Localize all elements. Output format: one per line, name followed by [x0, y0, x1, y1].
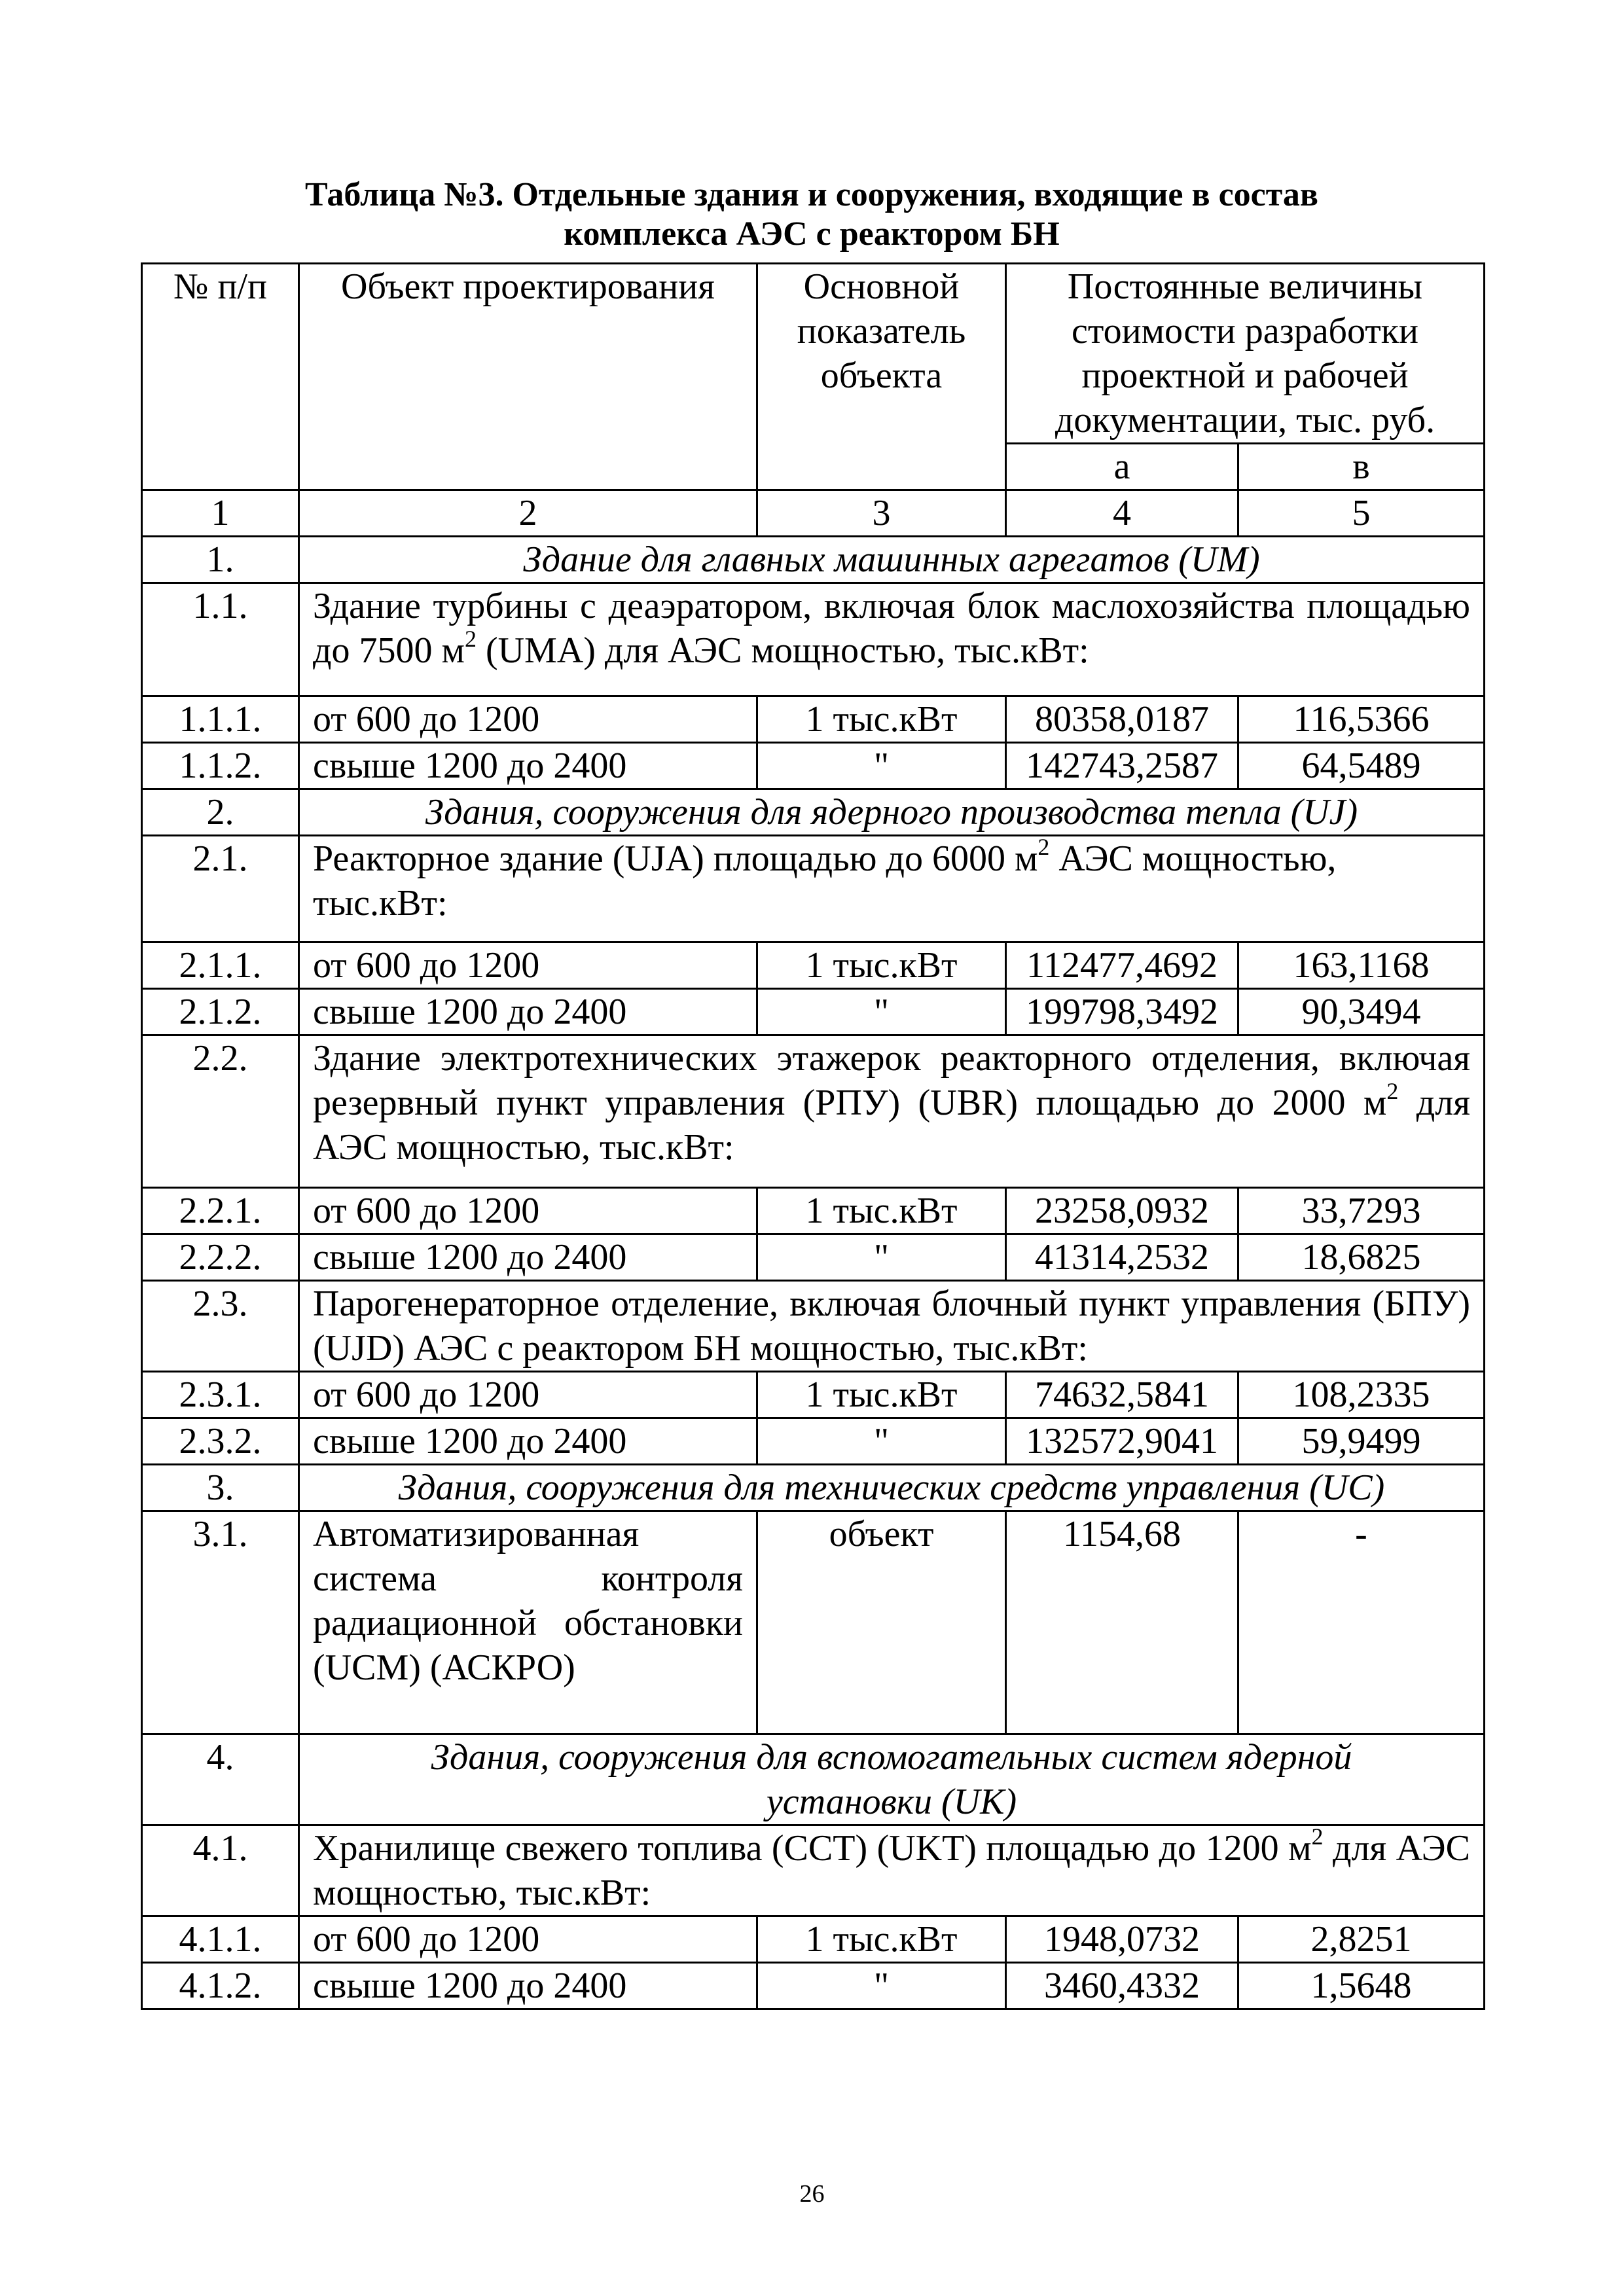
item-number: 4.1. [142, 1825, 299, 1916]
row-number: 1.1.2. [142, 743, 299, 789]
row-indicator: " [757, 989, 1006, 1035]
superscript: 2 [1311, 1825, 1324, 1850]
item-text: Здание электротехнических этажерок реакторного отделения, включая резервный пункт управления (РПУ) (UBR) площадью до 2000 м [313, 1038, 1470, 1123]
table-row [142, 1372, 1485, 1418]
item-number: 2.1. [142, 836, 299, 942]
table-row [142, 696, 1485, 743]
table-row [142, 1188, 1485, 1234]
table-title-line2: комплекса АЭС с реактором БН [564, 215, 1060, 253]
header-col-number: № п/п [142, 264, 299, 490]
section-row [142, 789, 1485, 836]
item-text-end: АЭС мощностью, тыс.кВт: [313, 838, 1337, 924]
section-title-line2: установки (UK) [766, 1782, 1017, 1822]
row-number: 2.1.1. [142, 942, 299, 989]
row-indicator: " [757, 1234, 1006, 1281]
cost-table [141, 262, 1485, 2010]
row-value-b: 90,3494 [1238, 989, 1485, 1035]
header-row [142, 264, 1485, 444]
item-number: 2.2. [142, 1035, 299, 1188]
row-name: свыше 1200 до 2400 [299, 989, 757, 1035]
section-number: 2. [142, 789, 299, 836]
row-value-a: 132572,9041 [1006, 1418, 1238, 1465]
column-number-5: 5 [1238, 490, 1485, 537]
section-title: Здания, сооружения для технических средств управления (UC) [299, 1465, 1485, 1511]
section-number: 4. [142, 1734, 299, 1825]
superscript: 2 [1038, 835, 1050, 861]
row-value-a: 80358,0187 [1006, 696, 1238, 743]
row-value-a: 199798,3492 [1006, 989, 1238, 1035]
row-indicator: 1 тыс.кВт [757, 1916, 1006, 1963]
row-value-b: 108,2335 [1238, 1372, 1485, 1418]
item-description [299, 836, 1485, 942]
item-text: Хранилище свежего топлива (ССТ) (UKT) площадью до 1200 м [313, 1828, 1312, 1869]
row-value-a: 74632,5841 [1006, 1372, 1238, 1418]
column-number-row [142, 490, 1485, 537]
table-row [142, 1963, 1485, 2009]
section-row [142, 1734, 1485, 1825]
table-title [141, 175, 1483, 254]
table-title-line1: Таблица №3. Отдельные здания и сооружения, входящие в состав [305, 176, 1318, 213]
row-number: 2.3.2. [142, 1418, 299, 1465]
item-text: Реакторное здание (UJA) площадью до 6000 м [313, 838, 1038, 879]
item-value-b: - [1238, 1511, 1485, 1734]
row-name: свыше 1200 до 2400 [299, 743, 757, 789]
header-sub-b: в [1238, 444, 1485, 490]
row-value-a: 112477,4692 [1006, 942, 1238, 989]
item-text: Здание турбины с деаэратором, включая блок маслохозяйства площадью до 7500 м [313, 586, 1470, 671]
row-value-a: 23258,0932 [1006, 1188, 1238, 1234]
item-row [142, 1281, 1485, 1372]
row-value-a: 3460,4332 [1006, 1963, 1238, 2009]
row-number: 2.3.1. [142, 1372, 299, 1418]
header-col-indicator: Основной показатель объекта [757, 264, 1006, 490]
row-indicator: 1 тыс.кВт [757, 942, 1006, 989]
row-number: 4.1.2. [142, 1963, 299, 2009]
column-number-2: 2 [299, 490, 757, 537]
row-name: от 600 до 1200 [299, 1916, 757, 1963]
header-sub-a: а [1006, 444, 1238, 490]
column-number-4: 4 [1006, 490, 1238, 537]
table-row [142, 743, 1485, 789]
table-row [142, 1916, 1485, 1963]
section-row [142, 537, 1485, 583]
row-number: 2.1.2. [142, 989, 299, 1035]
table-row [142, 942, 1485, 989]
row-name: от 600 до 1200 [299, 1372, 757, 1418]
section-title: Здание для главных машинных агрегатов (UM) [299, 537, 1485, 583]
row-number: 4.1.1. [142, 1916, 299, 1963]
row-value-b: 64,5489 [1238, 743, 1485, 789]
item-row [142, 1511, 1485, 1734]
item-description [299, 1035, 1485, 1188]
row-indicator: 1 тыс.кВт [757, 1372, 1006, 1418]
item-number: 2.3. [142, 1281, 299, 1372]
item-text-end: (UMA) для АЭС мощностью, тыс.кВт: [476, 630, 1089, 671]
table-row [142, 1234, 1485, 1281]
section-row [142, 1465, 1485, 1511]
row-value-b: 59,9499 [1238, 1418, 1485, 1465]
row-value-a: 41314,2532 [1006, 1234, 1238, 1281]
row-indicator: 1 тыс.кВт [757, 696, 1006, 743]
item-value-a: 1154,68 [1006, 1511, 1238, 1734]
table-row [142, 1418, 1485, 1465]
row-name: свыше 1200 до 2400 [299, 1963, 757, 2009]
item-description [299, 583, 1485, 696]
section-number: 1. [142, 537, 299, 583]
row-number: 2.2.2. [142, 1234, 299, 1281]
row-value-a: 142743,2587 [1006, 743, 1238, 789]
row-indicator: " [757, 1418, 1006, 1465]
section-title [299, 1734, 1485, 1825]
superscript: 2 [464, 626, 477, 653]
item-row [142, 836, 1485, 942]
table-row [142, 989, 1485, 1035]
row-indicator: " [757, 743, 1006, 789]
row-value-b: 2,8251 [1238, 1916, 1485, 1963]
page-number: 26 [799, 2180, 825, 2208]
item-indicator: объект [757, 1511, 1006, 1734]
item-description [299, 1825, 1485, 1916]
row-name: от 600 до 1200 [299, 1188, 757, 1234]
section-number: 3. [142, 1465, 299, 1511]
item-number: 1.1. [142, 583, 299, 696]
row-value-b: 116,5366 [1238, 696, 1485, 743]
section-title-line1: Здания, сооружения для вспомогательных систем ядерной [431, 1737, 1352, 1778]
header-col-cost: Постоянные величины стоимости разработки проектной и рабочей документации, тыс. руб. [1006, 264, 1485, 444]
row-indicator: " [757, 1963, 1006, 2009]
row-name: от 600 до 1200 [299, 942, 757, 989]
row-number: 1.1.1. [142, 696, 299, 743]
item-text-end: для АЭС мощностью, тыс.кВт: [313, 1828, 1471, 1913]
row-value-b: 18,6825 [1238, 1234, 1485, 1281]
header-col-object: Объект проектирования [299, 264, 757, 490]
item-row [142, 1035, 1485, 1188]
row-number: 2.2.1. [142, 1188, 299, 1234]
column-number-1: 1 [142, 490, 299, 537]
column-number-3: 3 [757, 490, 1006, 537]
section-title: Здания, сооружения для ядерного производства тепла (UJ) [299, 789, 1485, 836]
item-row [142, 1825, 1485, 1916]
item-description: Автоматизированная система контроля радиационной обстановки (UCM) (АСКРО) [299, 1511, 757, 1734]
row-name: свыше 1200 до 2400 [299, 1418, 757, 1465]
row-name: от 600 до 1200 [299, 696, 757, 743]
item-number: 3.1. [142, 1511, 299, 1734]
item-text-end: для АЭС мощностью, тыс.кВт: [313, 1083, 1470, 1168]
row-value-b: 163,1168 [1238, 942, 1485, 989]
superscript: 2 [1386, 1078, 1399, 1105]
item-description: Парогенераторное отделение, включая блочный пункт управления (БПУ) (UJD) АЭС с реактором БН мощностью, тыс.кВт: [299, 1281, 1485, 1372]
row-value-a: 1948,0732 [1006, 1916, 1238, 1963]
row-name: свыше 1200 до 2400 [299, 1234, 757, 1281]
row-indicator: 1 тыс.кВт [757, 1188, 1006, 1234]
row-value-b: 1,5648 [1238, 1963, 1485, 2009]
item-row [142, 583, 1485, 696]
row-value-b: 33,7293 [1238, 1188, 1485, 1234]
